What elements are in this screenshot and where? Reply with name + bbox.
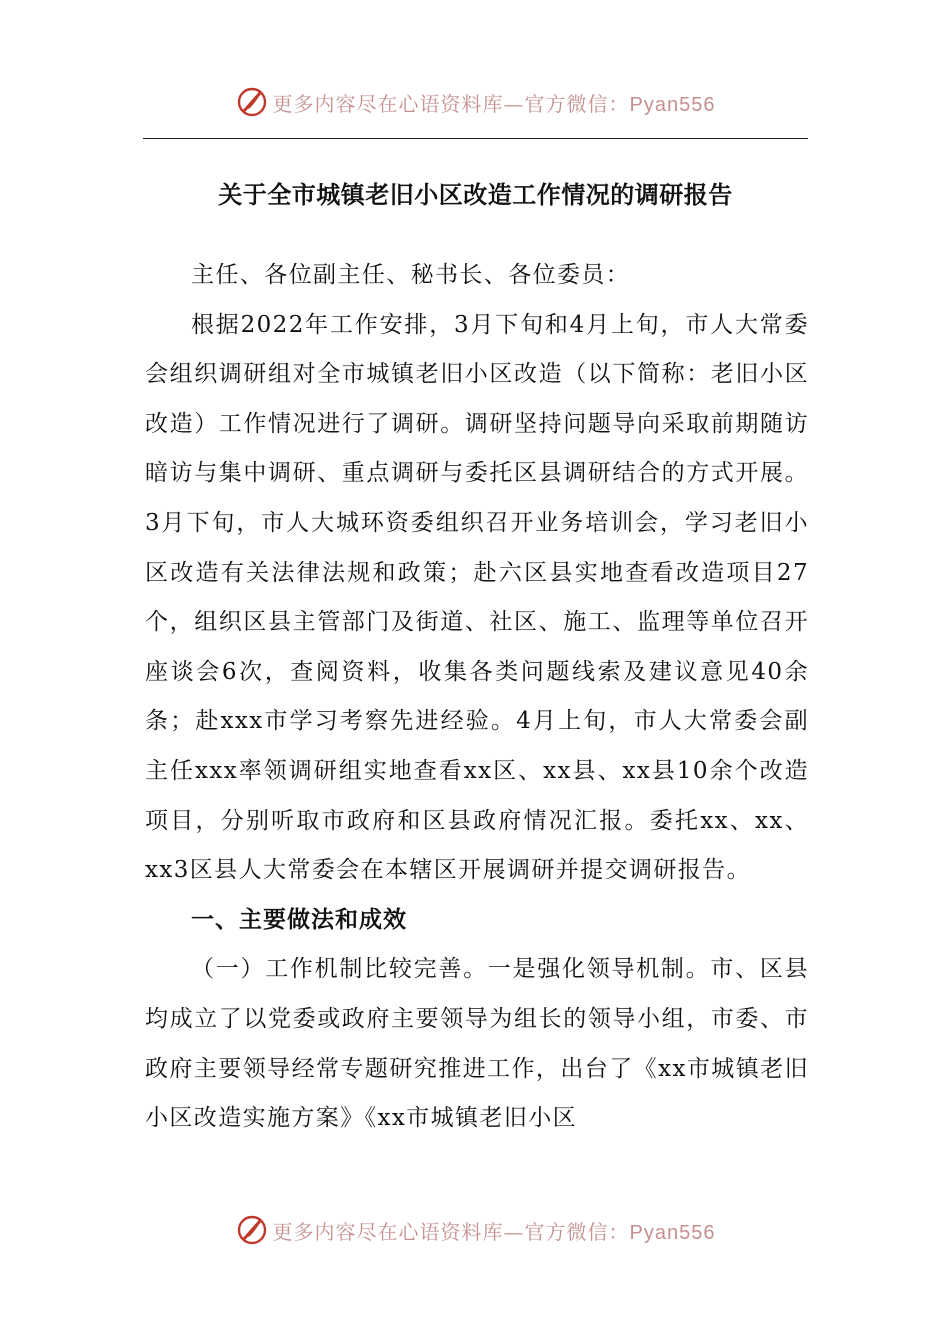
watermark-footer bbox=[0, 1210, 950, 1250]
paragraph-intro: 根据2022年工作安排，3月下旬和4月上旬，市人大常委会组织调研组对全市城镇老旧小区改造（以下简称：老旧小区改造）工作情况进行了调研。调研坚持问题导向采取前期随访暗访与集中调研、重点调研与委托区县调研结合的方式开展。3月下旬，市人大城环资委组织召开业务培训会，学习老旧小区改造有关法律法规和政策；赴六区县实地查看改造项目27个，组织区县主管部门及街道、社区、施工、监理等单位召开座谈会6次，查阅资料，收集各类问题线索及建议意见40余条；赴xxx市学习考察先进经验。4月上旬，市人大常委会副主任xxx率领调研组实地查看xx区、xx县、xx县10余个改造项目，分别听取市政府和区县政府情况汇报。委托xx、xx、xx3区县人大常委会在本辖区开展调研并提交调研报告。 bbox=[145, 311, 809, 884]
pen-quill-icon bbox=[235, 85, 269, 119]
header-divider bbox=[143, 138, 808, 139]
watermark-text: 更多内容尽在心语资料库—官方微信：Pyan556 bbox=[272, 91, 716, 116]
watermark-text: 更多内容尽在心语资料库—官方微信：Pyan556 bbox=[272, 1219, 716, 1244]
pen-quill-icon bbox=[235, 1213, 269, 1247]
salutation: 主任、各位副主任、秘书长、各位委员： bbox=[191, 262, 631, 288]
paragraph-work-mechanism: （一）工作机制比较完善。一是强化领导机制。市、区县均成立了以党委或政府主要领导为组长的领导小组，市委、市政府主要领导经常专题研究推进工作，出台了《xx市城镇老旧小区改造实施方案》《xx市城镇老旧小区 bbox=[145, 956, 809, 1132]
section-heading: 一、主要做法和成效 bbox=[191, 906, 407, 933]
document-body bbox=[145, 251, 809, 1144]
document-title: 关于全市城镇老旧小区改造工作情况的调研报告 bbox=[218, 181, 733, 209]
watermark-header bbox=[0, 82, 950, 122]
